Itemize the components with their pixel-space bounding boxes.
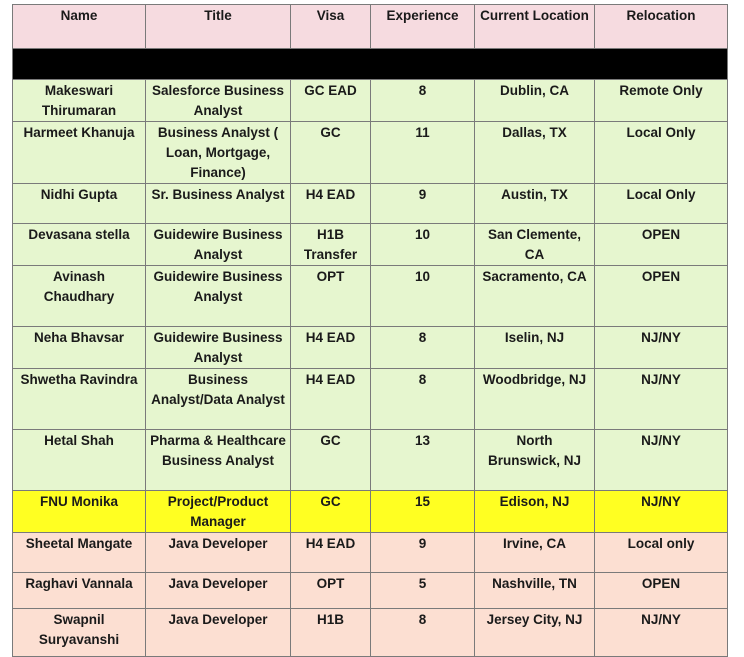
document-page (6, 0, 738, 657)
cell-location: Jersey City, NJ (475, 609, 595, 657)
cell-title: Sr. Business Analyst (146, 184, 291, 224)
cell-experience: 10 (371, 266, 475, 327)
cell-visa: GC (291, 122, 371, 184)
cell-relocation: Remote Only (595, 80, 728, 122)
cell-experience: 9 (371, 184, 475, 224)
cell-location: Dallas, TX (475, 122, 595, 184)
cell-relocation: NJ/NY (595, 327, 728, 369)
cell-name: Shwetha Ravindra (13, 369, 146, 430)
cell-visa: H4 EAD (291, 533, 371, 573)
table-row (13, 533, 728, 573)
column-header-location: Current Location (475, 5, 595, 49)
table-row (13, 327, 728, 369)
cell-relocation: NJ/NY (595, 609, 728, 657)
cell-experience: 8 (371, 327, 475, 369)
cell-relocation: Local only (595, 533, 728, 573)
cell-location: Irvine, CA (475, 533, 595, 573)
cell-relocation: OPEN (595, 224, 728, 266)
cell-title: Pharma & Healthcare Business Analyst (146, 430, 291, 491)
cell-name: Hetal Shah (13, 430, 146, 491)
cell-relocation: OPEN (595, 266, 728, 327)
cell-experience: 8 (371, 609, 475, 657)
cell-title: Java Developer (146, 533, 291, 573)
cell-experience: 8 (371, 369, 475, 430)
table-row (13, 184, 728, 224)
cell-name: Harmeet Khanuja (13, 122, 146, 184)
cell-location: Woodbridge, NJ (475, 369, 595, 430)
cell-experience: 10 (371, 224, 475, 266)
cell-visa: GC (291, 491, 371, 533)
column-header-relocation: Relocation (595, 5, 728, 49)
candidates-table (12, 4, 728, 657)
cell-relocation: NJ/NY (595, 430, 728, 491)
cell-relocation: NJ/NY (595, 369, 728, 430)
cell-name: Nidhi Gupta (13, 184, 146, 224)
cell-name: Devasana stella (13, 224, 146, 266)
table-header-row (13, 5, 728, 49)
cell-title: Business Analyst/Data Analyst (146, 369, 291, 430)
cell-title: Business Analyst ( Loan, Mortgage, Finance) (146, 122, 291, 184)
table-row (13, 224, 728, 266)
cell-location: Austin, TX (475, 184, 595, 224)
cell-location: Edison, NJ (475, 491, 595, 533)
cell-location: San Clemente, CA (475, 224, 595, 266)
cell-visa: H4 EAD (291, 369, 371, 430)
cell-visa: OPT (291, 573, 371, 609)
cell-visa: H4 EAD (291, 184, 371, 224)
table-row (13, 80, 728, 122)
cell-relocation: OPEN (595, 573, 728, 609)
cell-title: Java Developer (146, 609, 291, 657)
cell-name: Avinash Chaudhary (13, 266, 146, 327)
cell-title: Project/Product Manager (146, 491, 291, 533)
cell-experience: 15 (371, 491, 475, 533)
cell-relocation: NJ/NY (595, 491, 728, 533)
cell-name: FNU Monika (13, 491, 146, 533)
cell-location: Iselin, NJ (475, 327, 595, 369)
cell-location: North Brunswick, NJ (475, 430, 595, 491)
table-row (13, 609, 728, 657)
column-header-title: Title (146, 5, 291, 49)
cell-relocation: Local Only (595, 184, 728, 224)
cell-experience: 13 (371, 430, 475, 491)
cell-title: Guidewire Business Analyst (146, 266, 291, 327)
cell-visa: H1B (291, 609, 371, 657)
cell-name: Raghavi Vannala (13, 573, 146, 609)
cell-visa: OPT (291, 266, 371, 327)
table-row-highlighted (13, 491, 728, 533)
table-row (13, 573, 728, 609)
cell-relocation: Local Only (595, 122, 728, 184)
table-row (13, 266, 728, 327)
cell-title: Java Developer (146, 573, 291, 609)
column-header-experience: Experience (371, 5, 475, 49)
cell-visa: GC EAD (291, 80, 371, 122)
cell-title: Guidewire Business Analyst (146, 224, 291, 266)
cell-visa: H4 EAD (291, 327, 371, 369)
cell-location: Sacramento, CA (475, 266, 595, 327)
divider-cell (13, 49, 728, 80)
cell-name: Neha Bhavsar (13, 327, 146, 369)
cell-location: Nashville, TN (475, 573, 595, 609)
table-row (13, 430, 728, 491)
cell-name: Swapnil Suryavanshi (13, 609, 146, 657)
cell-name: Makeswari Thirumaran (13, 80, 146, 122)
table-row (13, 122, 728, 184)
cell-experience: 8 (371, 80, 475, 122)
cell-visa: H1B Transfer (291, 224, 371, 266)
cell-location: Dublin, CA (475, 80, 595, 122)
cell-title: Guidewire Business Analyst (146, 327, 291, 369)
cell-experience: 11 (371, 122, 475, 184)
cell-experience: 9 (371, 533, 475, 573)
column-header-visa: Visa (291, 5, 371, 49)
black-divider-band (13, 49, 728, 80)
table-row (13, 369, 728, 430)
cell-title: Salesforce Business Analyst (146, 80, 291, 122)
column-header-name: Name (13, 5, 146, 49)
cell-visa: GC (291, 430, 371, 491)
cell-experience: 5 (371, 573, 475, 609)
cell-name: Sheetal Mangate (13, 533, 146, 573)
